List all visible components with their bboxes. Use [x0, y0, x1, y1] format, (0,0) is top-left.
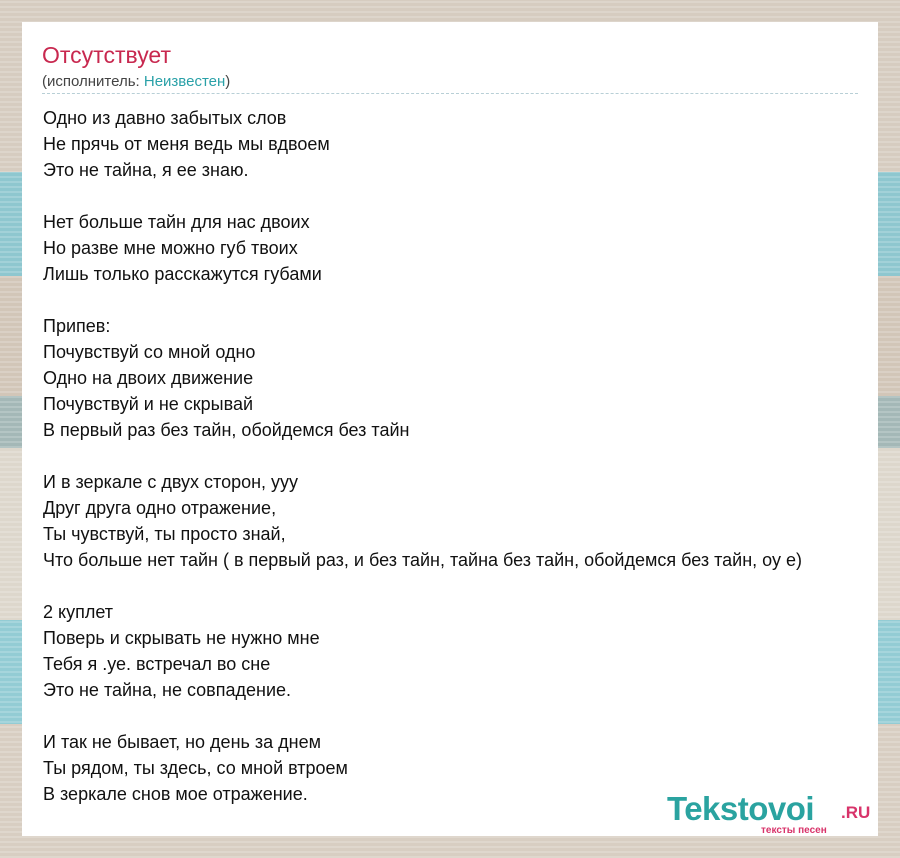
lyrics-card	[22, 22, 878, 836]
lyric-line: И так не бывает, но день за днем	[43, 732, 321, 752]
lyric-line: В первый раз без тайн, обойдемся без тайн	[43, 420, 410, 440]
lyric-line: И в зеркале с двух сторон, ууу	[43, 472, 299, 492]
lyric-line: Почувствуй и не скрывай	[43, 394, 254, 414]
lyric-line: Лишь только расскажутся губами	[43, 264, 322, 284]
lyric-line: Не прячь от меня ведь мы вдвоем	[43, 134, 330, 154]
logo-tld: .RU	[841, 803, 871, 822]
lyric-line: Друг друга одно отражение,	[43, 498, 277, 518]
lyric-line: Поверь и скрывать не нужно мне	[43, 628, 320, 648]
lyric-line: Ты рядом, ты здесь, со мной втроем	[43, 758, 348, 778]
lyrics-text	[43, 105, 802, 807]
artist-suffix: )	[225, 73, 231, 90]
lyric-line: Ты чувствуй, ты просто знай,	[43, 524, 286, 544]
lyric-line	[43, 443, 802, 469]
title-divider	[42, 93, 858, 94]
artist-line	[42, 73, 230, 90]
lyric-line: Одно из давно забытых слов	[43, 108, 287, 128]
lyric-line	[43, 703, 802, 729]
logo-wordmark: Tekstovoi	[667, 790, 815, 827]
lyric-line: Припев:	[43, 316, 111, 336]
artist-prefix: (исполнитель:	[42, 73, 144, 90]
lyric-line: Тебя я .уе. встречал во сне	[43, 654, 271, 674]
lyric-line	[43, 287, 802, 313]
logo-tagline: тексты песен	[761, 825, 827, 836]
lyric-line: Но разве мне можно губ твоих	[43, 238, 298, 258]
artist-link[interactable]: Неизвестен	[143, 73, 226, 90]
lyric-line: Что больше нет тайн ( в первый раз, и без тайн, тайна без тайн, обойдемся без тайн, оу е)	[43, 550, 802, 570]
lyric-line: Почувствуй со мной одно	[43, 342, 256, 362]
lyric-line: В зеркале снов мое отражение.	[43, 784, 308, 804]
lyric-line	[43, 573, 802, 599]
song-title: Отсутствует	[42, 42, 171, 68]
lyric-line: 2 куплет	[43, 602, 113, 622]
lyric-line: Одно на двоих движение	[43, 368, 254, 388]
lyric-line: Нет больше тайн для нас двоих	[43, 212, 310, 232]
lyric-line: Это не тайна, я ее знаю.	[43, 160, 249, 180]
lyric-line: Это не тайна, не совпадение.	[43, 680, 292, 700]
site-logo[interactable]	[667, 790, 872, 834]
lyric-line	[43, 183, 802, 209]
